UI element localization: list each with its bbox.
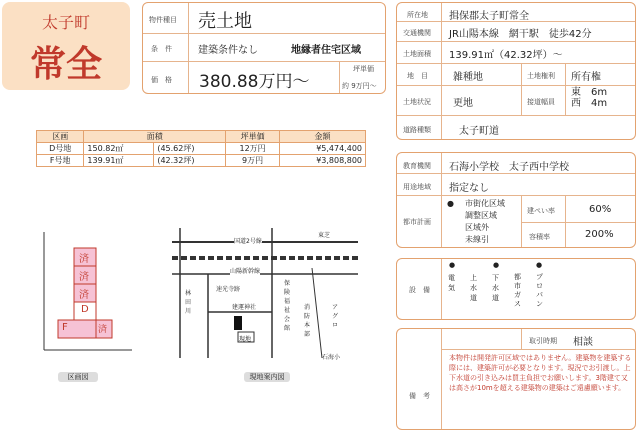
lot-diagram [24, 232, 134, 352]
river-label: 林田川 [185, 290, 192, 315]
coverage-value: 60% [589, 204, 612, 215]
lot-label: 済 [98, 325, 108, 335]
remarks-text: 本物件は開発許可区域ではありません。建築物を建築する際には、建築許可が必要となります。現況でお引渡し。上下水道の引き込みは買主負担でお願いします。3階建て又は高さが10mを超える建築物の建築はご遠慮願います。 [449, 354, 632, 392]
rights-value: 所有権 [571, 72, 601, 83]
temple-label: 速光寺跡 [216, 286, 241, 293]
cond-value-2: 地縁者住宅区域 [291, 45, 361, 56]
road-label: アグロ [332, 304, 339, 329]
land-use-value: 雑種地 [453, 72, 483, 83]
kind-value: 売土地 [198, 11, 252, 32]
far-value: 200% [585, 229, 614, 240]
plan-item: 区域外 [465, 223, 489, 232]
town-label: 太子町 [41, 13, 90, 32]
location-map [172, 228, 358, 364]
lot-label: 済 [79, 254, 89, 265]
location-value: 揖保郡太子町常全 [449, 11, 529, 22]
plan-item: 調整区域 [465, 211, 497, 220]
east-label: 東芝 [318, 232, 331, 239]
plan-item: 市街化区域 [465, 199, 505, 208]
facility-bullet: ● [493, 261, 500, 269]
district-label: 常全 [29, 44, 102, 85]
state-value: 更地 [453, 98, 473, 109]
facility-item: 都市ガス [514, 273, 521, 308]
unit-label: 坪単価 [353, 65, 374, 73]
shrine-label: 建運神社 [232, 304, 257, 311]
price-value: 380.88万円〜 [199, 72, 310, 92]
lot-label: 済 [79, 290, 89, 301]
fire-label: 消防本部 [304, 304, 311, 338]
traffic-value: JR山陽本線 網干駅 徒歩42分 [449, 29, 592, 40]
facilities-box: 設 備 ● ● ● 電気 上水道 下水道 都市ガス プロパン [396, 258, 636, 320]
lots-caption: 区画図 [58, 372, 98, 382]
plan-item: 未線引 [465, 235, 489, 244]
route-label: 国道2号線 [234, 238, 262, 245]
area-badge [2, 2, 130, 90]
table-row: F号地 139.91㎡ (42.32坪) 9万円 ¥3,808,800 [37, 155, 366, 167]
cond-label: 条 件 [151, 45, 172, 53]
price-box [142, 2, 386, 94]
facility-item: プロパン [536, 273, 543, 308]
road-width-value: 東 6m 西 4m [571, 87, 608, 109]
site-label: 現地 [239, 336, 252, 343]
hall-label: 保険福祉会館 [284, 280, 291, 332]
facility-bullet: ● [536, 261, 543, 269]
remarks-box: 取引時期 相談 備 考 本物件は開発許可区域ではありません。建築物を建築する際には、建築許可が必要となります。現況でお引渡し。上下水道の引き込みは買主負担でお願いします。3階建て又は高さが10mを超える建築物の建築はご遠慮願います。 [396, 328, 636, 430]
col-header: 面積 [84, 131, 226, 143]
table-row: D号地 150.82㎡ (45.62坪) 12万円 ¥5,474,400 [37, 143, 366, 155]
facility-item: 下水道 [492, 274, 499, 302]
facility-item: 上水道 [470, 274, 477, 302]
zoning-info-box: 教育機関 石海小学校 太子西中学校 用途地域 指定なし 都市計画 ● 市街化区域 調整区域 区域外 未線引 建ぺい率 60% 容積率 200% [396, 152, 636, 248]
lot-label: F [62, 322, 68, 333]
road-type-value: 太子町道 [459, 126, 499, 137]
handover-value: 相談 [573, 337, 593, 348]
map-caption: 現地案内図 [244, 372, 290, 382]
zone-value: 指定なし [449, 183, 489, 194]
price-label: 価 格 [151, 76, 172, 84]
col-header: 金額 [280, 131, 366, 143]
lot-label: D [81, 304, 89, 315]
facility-item: 電気 [448, 274, 455, 292]
property-info-box: 所在地 揖保郡太子町常全 交通機関 JR山陽本線 網干駅 徒歩42分 土地面積 139.91㎡（42.32坪）〜 地 目 雑種地 土地権利 所有権 土地状況 更地 接道幅員 東 6m 西 4m 道路種類 太子町道 [396, 2, 636, 140]
school-label: 石海小 [322, 354, 341, 361]
plan-bullet: ● [447, 199, 454, 208]
school-value: 石海小学校 太子西中学校 [449, 162, 569, 173]
cond-value: 建築条件なし [198, 45, 258, 56]
facility-bullet: ● [449, 261, 456, 269]
col-header: 坪単価 [226, 131, 280, 143]
col-header: 区画 [37, 131, 84, 143]
area-value: 139.91㎡（42.32坪）〜 [449, 50, 563, 61]
unit-value: 約 9万円〜 [342, 82, 377, 90]
lot-label: 済 [79, 272, 89, 283]
kind-label: 物件種目 [149, 16, 177, 24]
lots-table [36, 130, 366, 167]
map-roads [172, 228, 358, 364]
rail-label: 山陽新幹線 [230, 268, 261, 275]
